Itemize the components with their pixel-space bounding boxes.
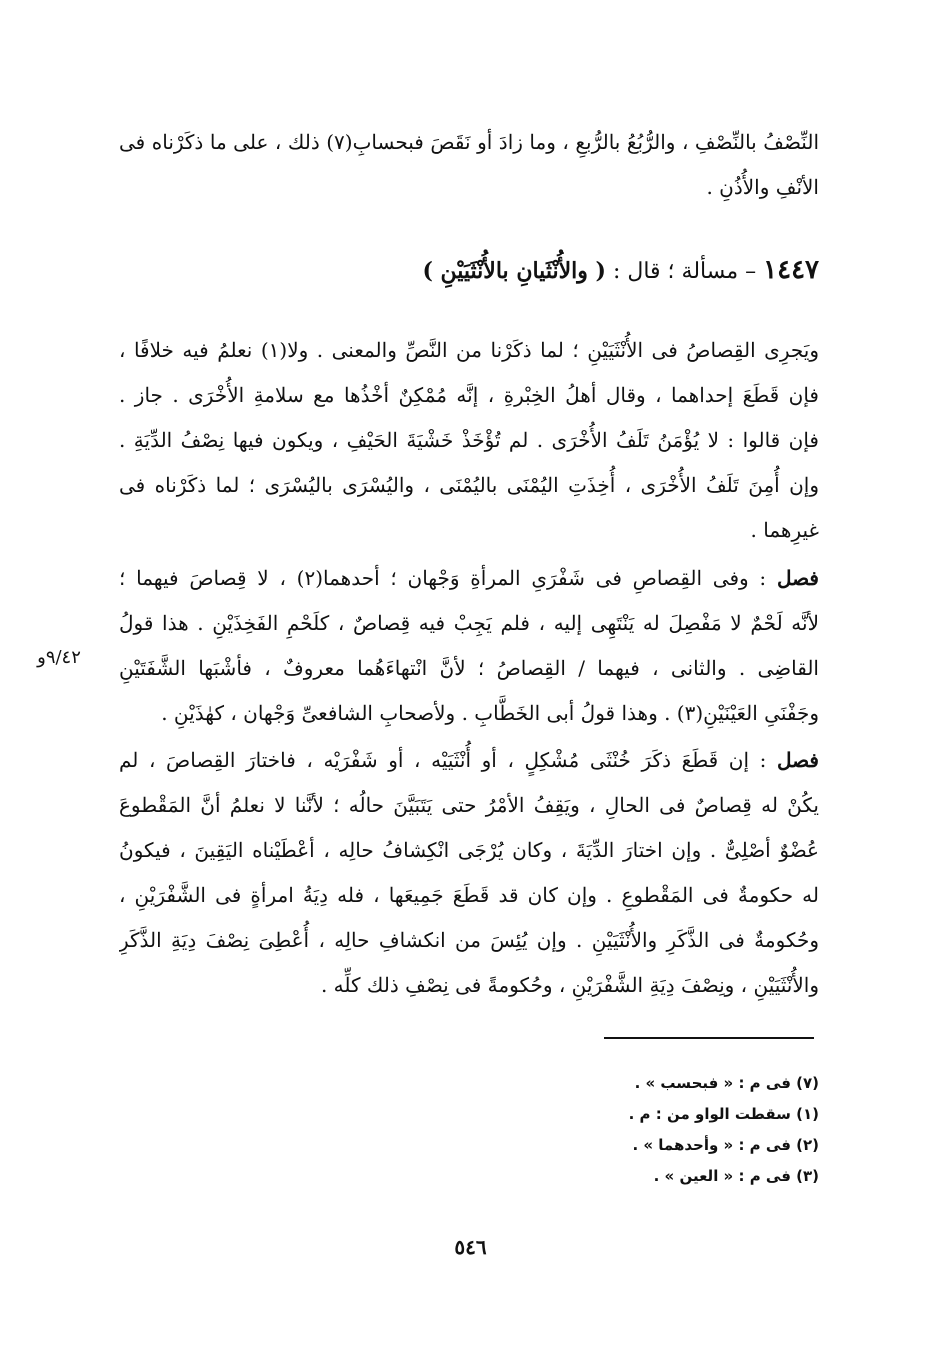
issue-number: ١٤٤٧ [763,255,819,285]
text-run: : إن قَطَعَ ذكَرَ خُنْثَى مُشْكِلٍ ، أو أُنْثَيَيْه ، أو شَفْرَيْه ، فاختارَ القِصاصَ ، لم [119,748,767,772]
text-line [119,556,819,601]
footnote: (٢) فى م : « وأحدهما » . [632,1136,819,1154]
text-line [119,738,819,783]
footnote: (١) سقطت الواو من : م . [628,1105,819,1123]
text-line: عُضْوٌ أصْلِىٌّ . وإن اختارَ الدِّيَةَ ، وكان يُرْجَى انْكِشافُ حالِه ، أعْطَيْناه اليَقِينَ ، فيكونُ [119,838,819,862]
text-line: وحُكومةٌ فى الذَّكَرِ والأُنْثَيَيْنِ . وإن يُئِسَ من انكشافِ حالِه ، أُعْطِىَ نِصْفَ دِيَةِ الذَّكَرِ [119,928,819,952]
paragraph-2 [119,556,819,736]
paragraph-1 [119,328,819,553]
text-line: الأنْفِ والأُذُنِ . [706,175,819,199]
issue-prefix: – مسألة ؛ قال : [612,259,757,284]
text-line: النِّصْفُ بالنِّصْفِ ، والرُّبُعُ بالرُّبعِ ، وما زادَ أو نَقَصَ فبحسابِ(٧) ذلك ، على ما ذكَرْناه فى [119,130,819,154]
issue-heading [119,250,819,292]
footnote: (٧) فى م : « فبحسب » . [634,1074,819,1092]
issue-quote: ( والأُنْثَيانِ بالأُنْثَيَيْنِ ) [422,258,606,284]
section-heading: فصل [776,566,819,590]
text-line: وإن أُمِنَ تَلَفُ الأُخْرَى ، أُخِذَتِ اليُمْنَى باليُمْنَى ، واليُسْرَى باليُسْرَى ؛ لما ذكَرْناه فى [119,473,819,497]
text-line: ويَجرِى القِصاصُ فى الأُنْثَيَيْنِ ؛ لما ذكَرْنا من النَّصِّ والمعنى . ولا(١) نعلمُ فيه خلافًا ، [119,338,819,362]
footnote-divider [604,1037,814,1039]
text-line: وجَفْنَىِ العَيْنَيْنِ(٣) . وهذا قولُ أبى الخَطَّابِ . ولأصحابِ الشافعىِّ وَجْهان ، كهٰذَيْنِ . [161,701,819,725]
text-line: غيرِهما . [750,518,819,542]
footnotes [319,1068,819,1192]
text-line: له حكومةٌ فى المَقْطوعِ . وإن كان قد قَطَعَ جَمِيعَها ، فله دِيَةُ امرأةٍ فى الشَّفْرَيْنِ ، [119,883,819,907]
page-number: ٥٤٦ [454,1235,487,1259]
text-line: فإن قَطَعَ إحداهما ، وقال أهلُ الخِبْرةِ ، إنَّه مُمْكِنٌ أخْذُها مع سلامةِ الأُخْرَى . جاز . [119,383,819,407]
intro-paragraph [119,120,819,210]
section-heading: فصل [776,748,819,772]
text-line: يكُنْ له قِصاصٌ فى الحالِ ، ويَقِفُ الأمْرُ حتى يَتَبَيَّنَ حالُه ؛ لأنَّنا لا نعلمُ أنَّ المَقْطوعَ [119,793,819,817]
text-line: والأُنْثَيَيْنِ ، ونِصْفَ دِيَةِ الشَّفْرَيْنِ ، وحُكومةً فى نِصْفِ ذلك كلِّه . [320,973,819,997]
text-run: : وفى القِصاصِ فى شَفْرَىِ المرأةِ وَجْهان ؛ أحدهما(٢) ، لا قِصاصَ فيهما ؛ [119,566,767,590]
text-line: فإن قالوا : لا يُؤْمَنُ تَلَفُ الأُخْرَى . لم تُؤْخَذْ خَشْيَةَ الحَيْفِ ، ويكون فيها نِصْفُ الدِّيَةِ . [119,428,819,452]
text-line: القاضِى . والثانى ، فيهما / القِصاصُ ؛ لأنَّ انْتهاءَهُما معروفٌ ، فأشْبَها الشَّفَتَيْنِ [119,656,819,680]
text-line: لأنَّه لَحْمٌ لا مَفْصِلَ له يَنْتَهِى إليه ، فلم يَجِبْ فيه قِصاصٌ ، كلَحْمِ الفَخِذَيْنِ . هذا قولُ [119,611,819,635]
paragraph-3 [119,738,819,1008]
footnote: (٣) فى م : « العين » . [653,1167,819,1185]
margin-reference: ٩/٤٢و [37,647,81,668]
